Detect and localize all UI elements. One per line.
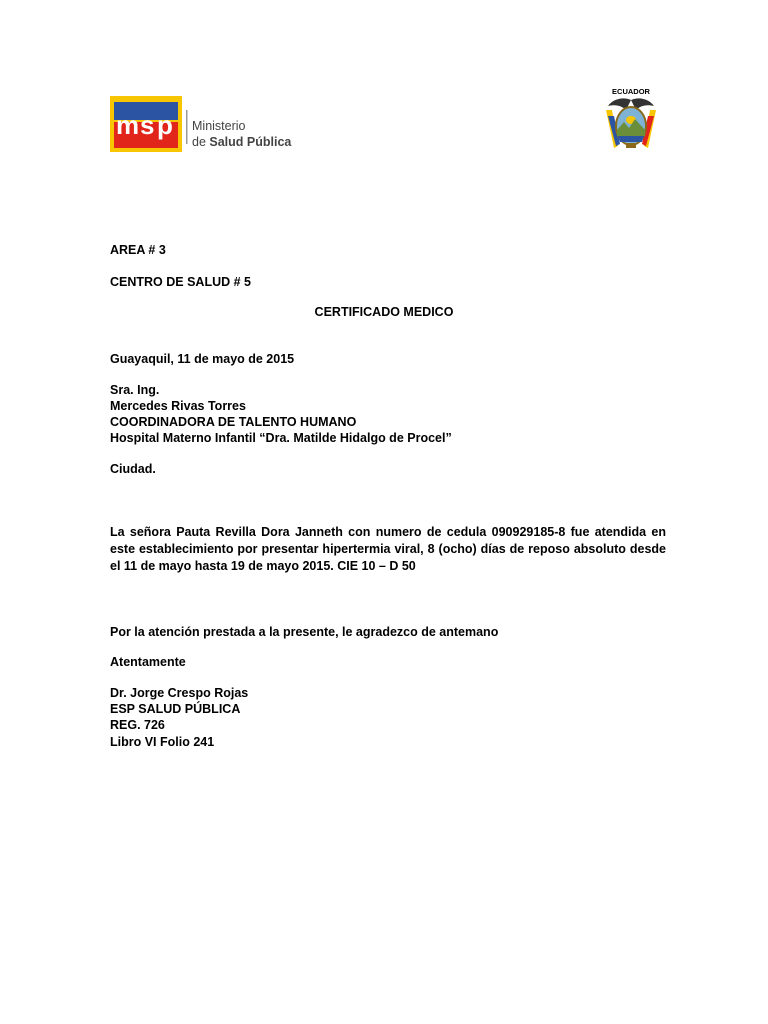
- document-date: Guayaquil, 11 de mayo de 2015: [110, 352, 295, 366]
- signature-line: ESP SALUD PÚBLICA: [110, 702, 241, 716]
- ecuador-coat-of-arms-icon: [598, 86, 664, 152]
- seal-label: ECUADOR: [612, 87, 650, 96]
- city-line: Ciudad.: [110, 462, 156, 476]
- logo-text-salud-publica: de Salud Pública: [192, 135, 292, 149]
- recipient-line: Sra. Ing.: [110, 383, 160, 397]
- recipient-line: COORDINADORA DE TALENTO HUMANO: [110, 415, 357, 429]
- recipient-line: Mercedes Rivas Torres: [110, 399, 246, 413]
- logo-text-ministerio: Ministerio: [192, 119, 246, 133]
- signature-line: Libro VI Folio 241: [110, 735, 215, 749]
- document-title: CERTIFICADO MEDICO: [314, 305, 454, 319]
- logo-letter-s: s: [140, 110, 155, 140]
- area-number: AREA # 3: [110, 243, 166, 257]
- msp-logo: [110, 96, 310, 156]
- signature-line: REG. 726: [110, 718, 165, 732]
- recipient-line: Hospital Materno Infantil “Dra. Matilde Hidalgo de Procel”: [110, 431, 452, 445]
- logo-letter-m: m: [116, 110, 140, 140]
- salutation: Atentamente: [110, 655, 186, 669]
- certificate-body: La señora Pauta Revilla Dora Janneth con numero de cedula 090929185-8 fue atendida en este establecimiento por presentar hipertermia viral, 8 (ocho) días de reposo absoluto desde el 11 de mayo hasta 19 de mayo 2015. CIE 10 – D 50: [110, 525, 666, 573]
- centro-de-salud: CENTRO DE SALUD # 5: [110, 275, 251, 289]
- signature-line: Dr. Jorge Crespo Rojas: [110, 686, 249, 700]
- closing-line: Por la atención prestada a la presente, le agradezco de antemano: [110, 625, 499, 639]
- logo-letter-p: p: [157, 110, 173, 140]
